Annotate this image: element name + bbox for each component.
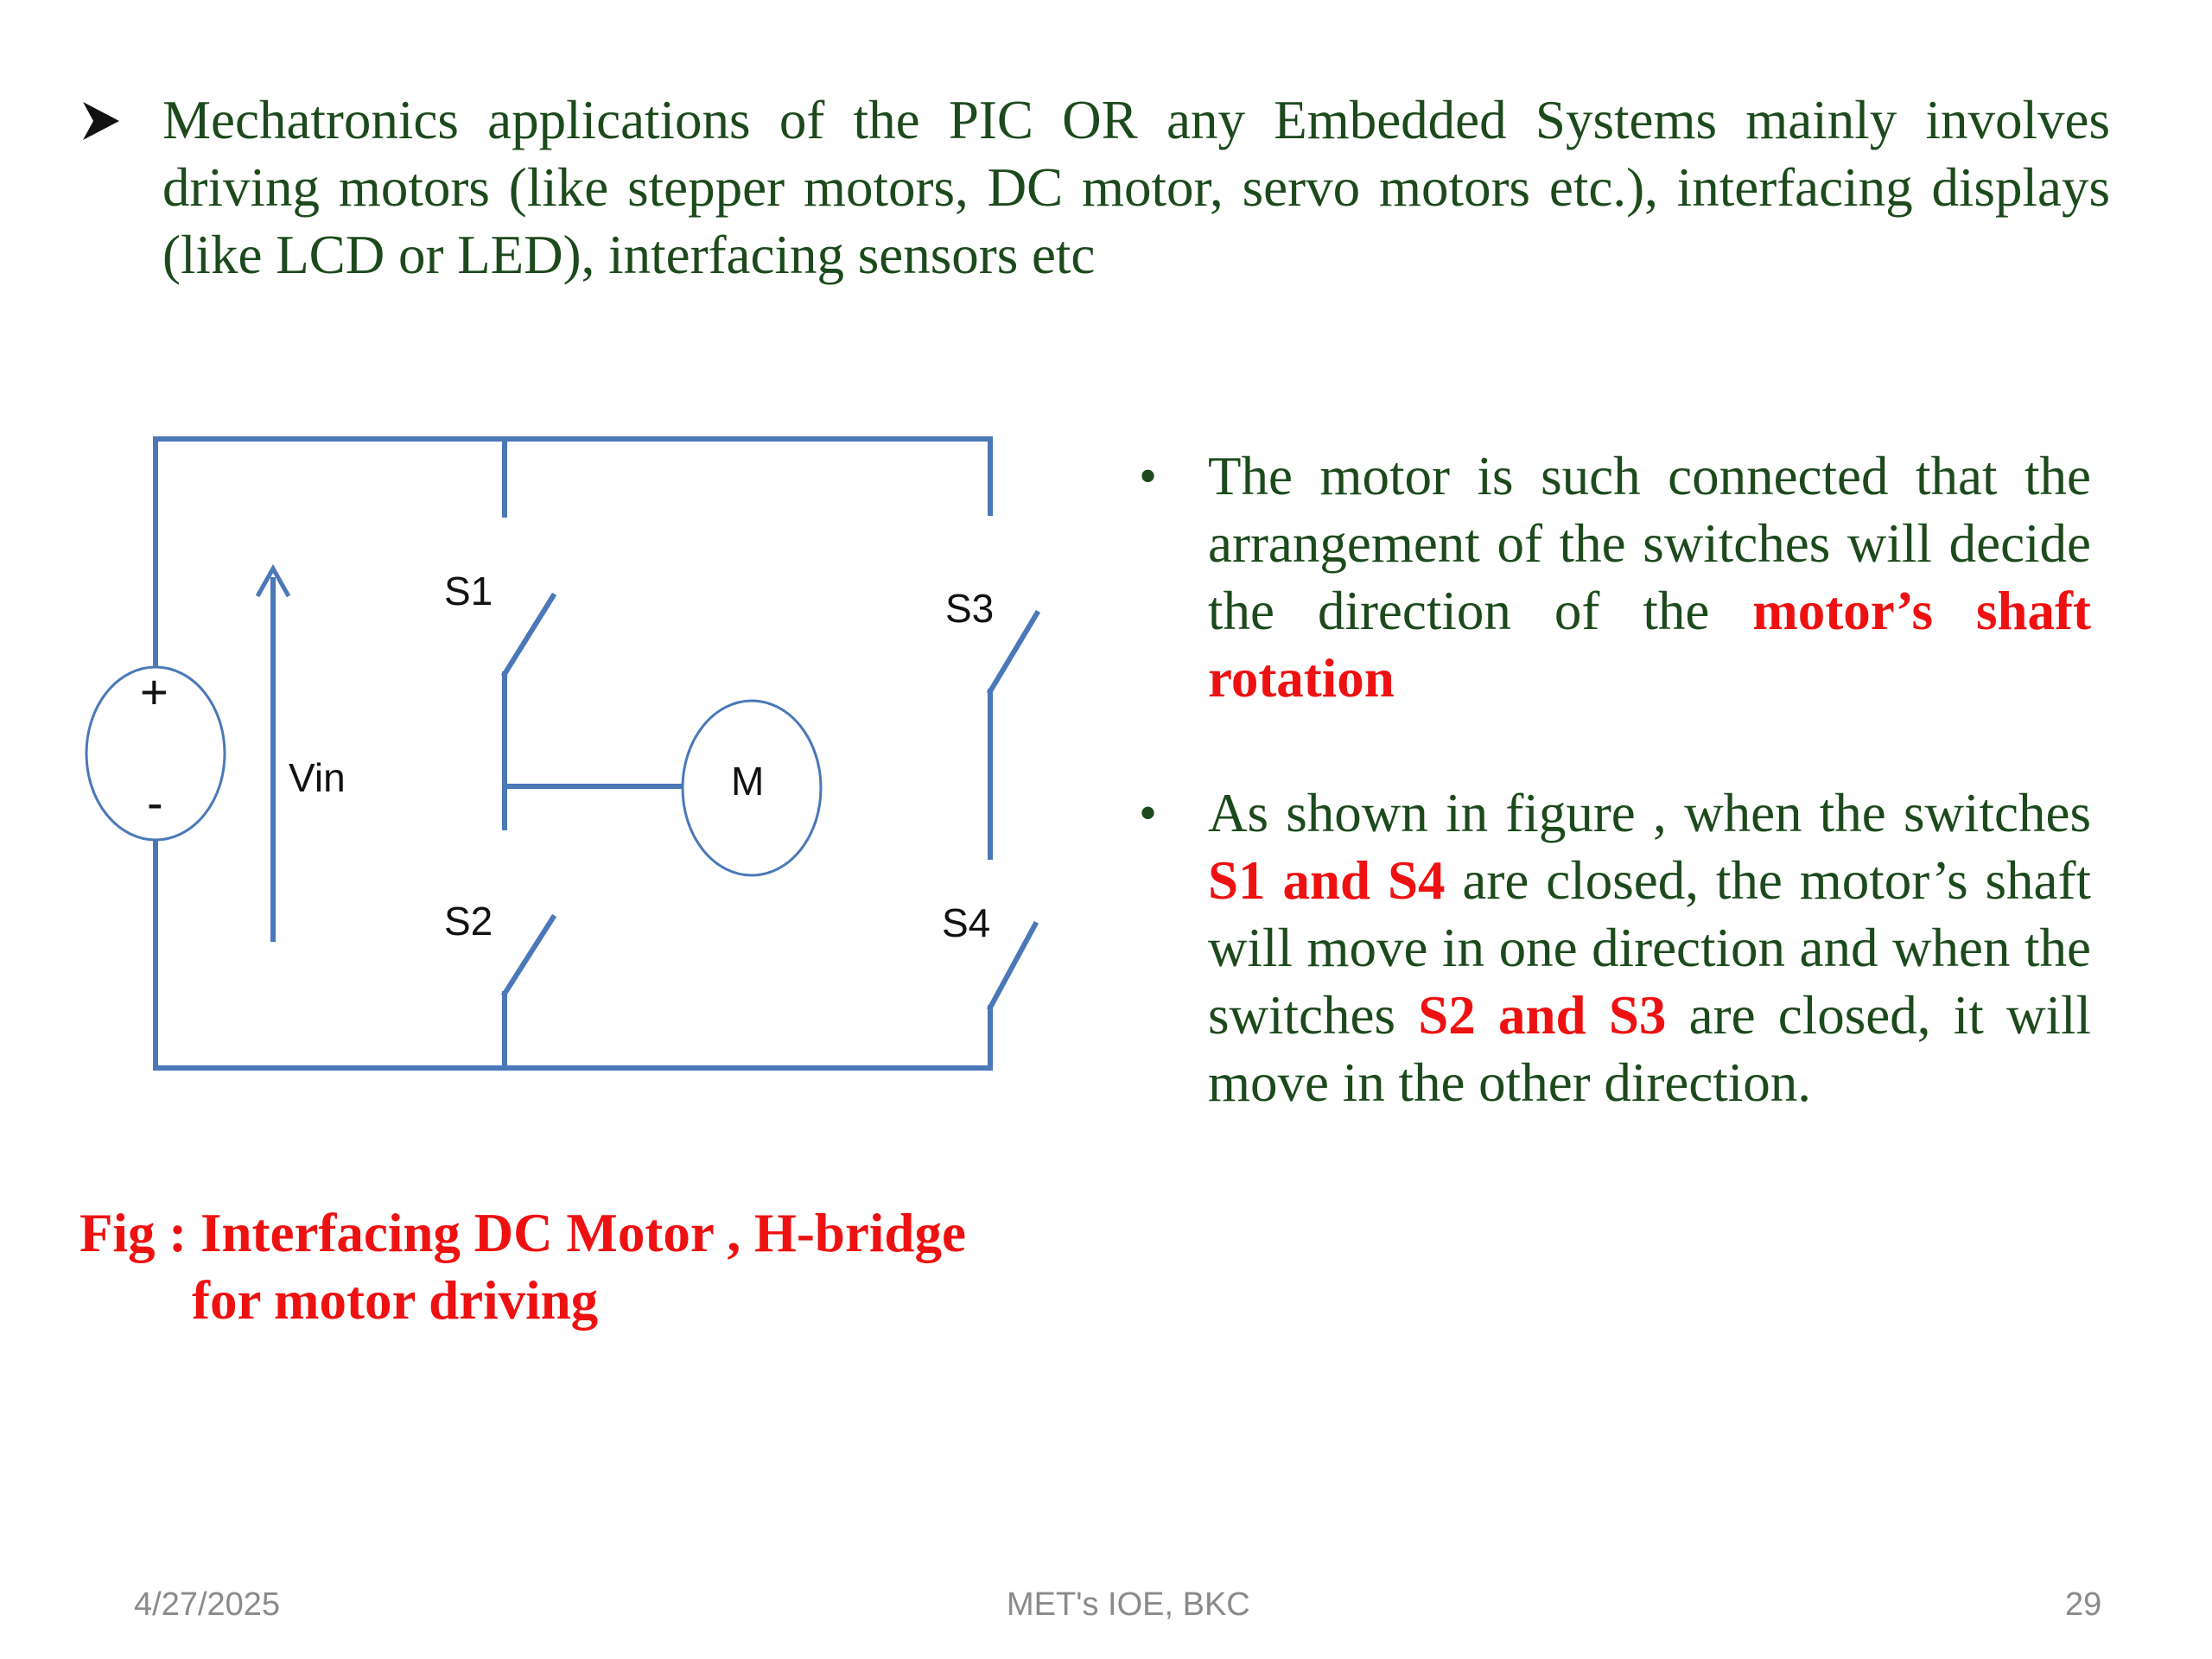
s1-blade [505,596,553,674]
bullet-2-text: As shown in figure , when the switches S1 and S4 are closed, the motor’s shaft will move in one direction and when the switches S2 and S3 are closed, it will move in the other direction. [1208,783,2091,1113]
minus-sign: - [147,775,163,830]
intro-text: Mechatronics applications of the PIC OR any Embedded Systems mainly involves driving motors (like stepper motors, DC motor, servo motors etc.), interfacing displays (like LCD or LED), interfacing sensors etc [162,90,2110,285]
footer-date: 4/27/2025 [134,1586,281,1623]
explanation-list [1123,442,2091,1184]
caption-line-2: for motor driving [192,1270,599,1331]
explanation-bullet-2 [1123,779,2091,1116]
plus-sign: + [140,664,168,719]
s2-blade [505,918,553,994]
page-number: 29 [2065,1586,2102,1623]
motor-label: M [731,759,765,804]
vin-label: Vin [289,755,346,800]
highlight-s1-s4: S1 and S4 [1208,850,1446,911]
footer-institution: MET's IOE, BKC [1007,1586,1250,1623]
bullet-dot-icon: • [1139,785,1158,842]
bullet-1-text: The motor is such connected that the arrangement of the switches will decide the direction of the motor’s shaft rotation [1208,446,2092,709]
s1-label: S1 [444,569,493,613]
s3-label: S3 [945,586,995,631]
s2-label: S2 [444,899,493,944]
explanation-bullet-1 [1123,442,2091,712]
figure-caption [79,1199,1116,1334]
s4-label: S4 [942,900,991,945]
caption-line-1: Fig : Interfacing DC Motor , H-bridge [79,1203,966,1263]
highlight-s2-s3: S2 and S3 [1418,985,1667,1046]
bullet-dot-icon: • [1139,448,1158,505]
highlight-rotation: motor’s shaft rotation [1208,581,2092,709]
s3-blade [990,613,1037,691]
s4-blade [990,925,1035,1007]
